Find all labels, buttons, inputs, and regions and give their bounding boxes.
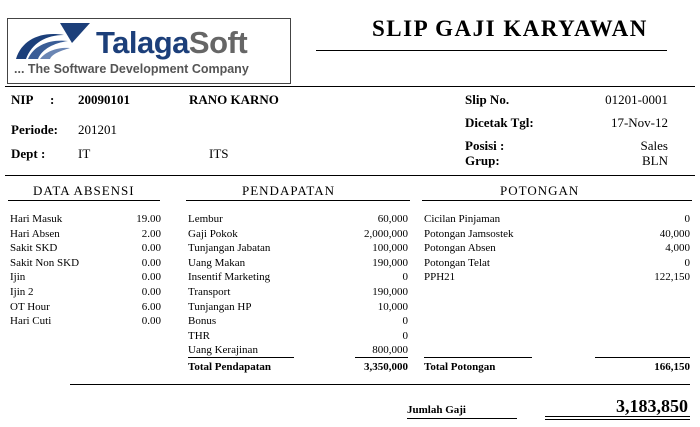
list-item: OT Hour 6.00: [10, 300, 161, 313]
dept-name: ITS: [209, 146, 229, 161]
net-pay-value: 3,183,850: [616, 396, 688, 416]
list-item: Potongan Jamsostek 40,000: [424, 227, 690, 240]
list-item: PPH21 122,150: [424, 271, 690, 284]
list-item: Sakit SKD 0.00: [10, 242, 161, 255]
pendapatan-list: [188, 212, 408, 358]
company-logo: [7, 18, 291, 84]
list-item: Uang Kerajinan 800,000: [188, 344, 408, 357]
list-item: Gaji Pokok 2,000,000: [188, 227, 408, 240]
header-divider: [5, 86, 695, 87]
list-item: Potongan Absen 4,000: [424, 242, 690, 255]
nip-value: 20090101: [78, 92, 130, 107]
employee-name: RANO KARNO: [189, 92, 279, 107]
pendapatan-header-line: [186, 200, 410, 201]
pendapatan-header: PENDAPATAN: [242, 183, 335, 198]
list-item: Ijin 0.00: [10, 271, 161, 284]
total-pendapatan-value: 3,350,000: [364, 361, 408, 373]
printed-date-label: Dicetak Tgl:: [465, 115, 534, 130]
printed-date-value: 17-Nov-12: [610, 115, 668, 130]
list-item: Sakit Non SKD 0.00: [10, 256, 161, 269]
list-item: Uang Makan 190,000: [188, 256, 408, 269]
posisi-label: Posisi :: [465, 138, 505, 153]
list-item: Hari Masuk 19.00: [10, 213, 161, 225]
page-title: SLIP GAJI KARYAWAN: [372, 16, 648, 41]
grup-value: BLN: [642, 153, 668, 168]
pendapatan-total-line-left: [188, 357, 294, 358]
net-pay-label-underline: [407, 418, 517, 419]
list-item: Hari Cuti 0.00: [10, 315, 161, 328]
dept-label: Dept :: [11, 146, 46, 161]
absensi-header: DATA ABSENSI: [33, 183, 135, 198]
periode-value: 201201: [78, 122, 117, 137]
dept-value: IT: [78, 146, 91, 161]
potongan-total-line-left: [424, 357, 532, 358]
nip-label: NIP: [11, 92, 34, 107]
absensi-header-line: [8, 200, 160, 201]
posisi-value: Sales: [640, 138, 668, 153]
pendapatan-total-line-right: [355, 357, 408, 358]
section-divider: [5, 175, 695, 176]
potongan-list: [424, 212, 690, 285]
potongan-header: POTONGAN: [500, 183, 580, 198]
periode-label: Periode:: [11, 122, 58, 137]
company-name: TalagaSoft: [96, 25, 248, 60]
list-item: Bonus 0: [188, 315, 408, 328]
list-item: Transport 190,000: [188, 285, 408, 298]
list-item: Potongan Telat 0: [424, 256, 690, 269]
swoosh-logo-icon: [12, 21, 94, 63]
absensi-list: [10, 212, 161, 329]
slip-no-value: 01201-0001: [605, 92, 668, 107]
list-item: Tunjangan Jabatan 100,000: [188, 242, 408, 255]
total-potongan-label: Total Potongan: [424, 361, 496, 373]
potongan-header-line: [422, 200, 692, 201]
list-item: Cicilan Pinjaman 0: [424, 213, 690, 225]
net-pay-label: Jumlah Gaji: [407, 404, 466, 416]
net-pay-double-underline: [545, 416, 690, 420]
list-item: Insentif Marketing 0: [188, 271, 408, 284]
list-item: THR 0: [188, 329, 408, 342]
total-pendapatan-label: Total Pendapatan: [188, 361, 272, 373]
nip-colon: :: [50, 92, 55, 107]
list-item: Tunjangan HP 10,000: [188, 300, 408, 313]
slip-no-label: Slip No.: [465, 92, 510, 107]
grup-label: Grup:: [465, 153, 500, 168]
list-item: Ijin 2 0.00: [10, 285, 161, 298]
list-item: Lembur 60,000: [188, 213, 408, 225]
potongan-total-line-right: [595, 357, 690, 358]
footer-divider: [70, 384, 690, 385]
company-tagline: ... The Software Development Company: [14, 62, 249, 76]
total-potongan-value: 166,150: [654, 361, 690, 373]
title-underline: [316, 50, 667, 51]
list-item: Hari Absen 2.00: [10, 227, 161, 240]
